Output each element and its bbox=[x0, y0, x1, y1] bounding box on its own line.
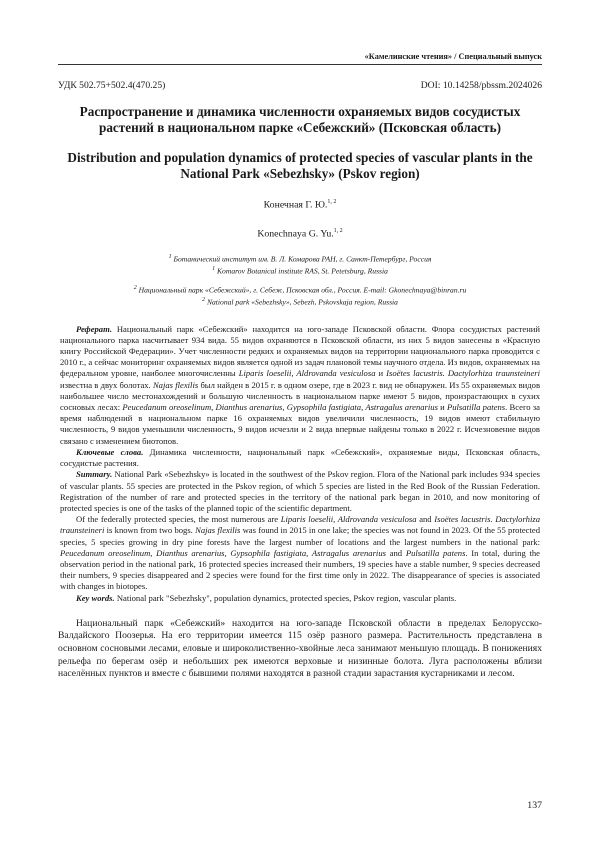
author-english bbox=[58, 228, 542, 239]
abstract-section bbox=[58, 324, 542, 604]
doi[interactable]: DOI: 10.14258/pbssm.2024026 bbox=[420, 80, 542, 91]
author-russian bbox=[58, 199, 542, 210]
affiliation-2-ru: $^2$ Национальный парк «Себежский», г. Себеж, Псковская обл., Россия. E-mail: Gkonechnaya@binran.ru bbox=[133, 284, 467, 295]
summary-label: Summary. bbox=[76, 469, 113, 480]
title-russian: Распространение и динамика численности охраняемых видов сосудистых растений в национальном парке «Себежский» (Псковская область) bbox=[79, 104, 521, 135]
body-paragraph: Национальный парк «Себежский» находится на юго-западе Псковской области в пределах Белорусско-Валдайского Поозерья. На его территории имеется 115 озёр разного размера. Растительность представлена в основном сосновыми лесами, еловые и широколиственно-хвойные леса занимают меньшую площадь. В понижениях рельефа по берегам озёр и небольших рек имеются верховые и низинные болота. Луга расположены вблизи населённых пунктов и вместе с бывшими полями находятся в разной стадии зарастания кустарниками и лесом. bbox=[58, 617, 542, 680]
keywords-english: Key words. National park "Sebezhsky", population dynamics, protected species, Pskov region, vascular plants. bbox=[76, 592, 457, 603]
author-affiliation-marks: 1, 2 bbox=[327, 199, 337, 205]
keywords-label: Key words. bbox=[76, 592, 115, 603]
page-number: 137 bbox=[527, 800, 542, 811]
abstract-russian: Реферат. Национальный парк «Себежский» находится на юго-западе Псковской области. Флора сосудистых растений национального парка насчитывает 934 вида. 55 видов охраняются в Псковской области, из них 5 видов занесены в «Красную книгу Российской Федерации». Учет численности редких и охраняемых видов на территории национального парка проводится с 2010 г., а сейчас мониторинг охраняемых видов является одной из задач плановой темы научного отдела. Из видов, охраняемых на федеральном уровне, наиболее многочисленны Liparis loeselii, Aldrovanda vesiculosa и Isoëtes lacustris. Dactylorhiza traunsteineri известна в двух болотах. Najas flexilis был найден в 2015 г. в одном озере, где в 2023 г. вид не обнаружен. Из 55 охраняемых видов наибольшее число местонахождений и большую численность в национальном парке имеют 5 видов, произрастающих в сухих сосновых лесах: Peucedanum oreoselinum, Dianthus arenarius, Gypsophila fastigiata, Astragalus arenarius и Pulsatilla patens. Всего за время наблюдений в национальном парке 16 охраняемых видов увеличили численность, 19 видов имеют стабильную численность, 9 видов уменьшили численность, 9 видов исчезли и 2 вида впервые найдены только в 2022 г. Исчезновение видов связано с изменением биотопов. bbox=[60, 323, 541, 446]
keywords-russian: Ключевые слова. Динамика численности, национальный парк «Себежский», охраняемые виды, Псковская область, сосудистые растения. bbox=[60, 446, 540, 469]
author-affiliation-marks: 1, 2 bbox=[333, 228, 343, 235]
udc-code: УДК 502.75+502.4(470.25) bbox=[58, 80, 166, 91]
author-name: Конечная Г. Ю. bbox=[263, 199, 328, 211]
running-head: «Камелинские чтения» / Специальный выпуск bbox=[58, 0, 542, 65]
keywords-label: Ключевые слова. bbox=[76, 446, 144, 457]
affiliations bbox=[58, 252, 542, 308]
meta-row bbox=[58, 80, 542, 91]
affiliation-1-en: $^1$ Komarov Botanical institute RAS, St. Petetsburg, Russia bbox=[212, 266, 388, 276]
abstract-label: Реферат. bbox=[76, 323, 113, 334]
summary-english-paragraph-2: Of the federally protected species, the most numerous are Liparis loeselii, Aldrovanda vesiculosa and Isoëtes lacustris. Dactylorhiza traunsteineri is known from two bogs. Najas flexilis was found in 2015 in one lake; the species was not found in 2023. Of the 55 protected species, 5 species growing in dry pine forests have the largest number of locations and the largest numbers in the national park: Peucedanum oreoselinum, Dianthus arenarius, Gypsophila fastigiata, Astragalus arenarius and Pulsatilla patens. In total, during the observation period in the national park, 16 protected species increased their numbers, 19 species have a stable number, 9 species decreased their numbers, 9 species disappeared and 2 species were found for the first time only in 2022. The disappearance of species is associated with changes in biotopes. bbox=[60, 514, 540, 592]
summary-english: Summary. National Park «Sebezhsky» is located in the southwest of the Pskov region. Flora of the National park includes 934 species of vascular plants. 55 species are protected in the Pskov region, of which 5 species are listed in the Red Book of the Russian Federation. Registration of the number of rare and protected species in the territory of the national park began in 2010, and now monitoring of protected species is one of the tasks of the planned topic of the scientific department. bbox=[60, 469, 540, 513]
author-name: Konechnaya G. Yu. bbox=[257, 228, 334, 240]
body-text bbox=[58, 618, 542, 681]
affiliation-2-en: $^2$ National park «Sebezhsky», Sebezh, Pskovskaja region, Russia bbox=[202, 297, 398, 307]
title-english: Distribution and population dynamics of protected species of vascular plants in the National Park «Sebezhsky» (Pskov region) bbox=[67, 150, 533, 181]
affiliation-1-ru: $^1$ Ботанический институт им. В. Л. Комарова РАН, г. Санкт-Петербург, Россия bbox=[168, 253, 432, 264]
